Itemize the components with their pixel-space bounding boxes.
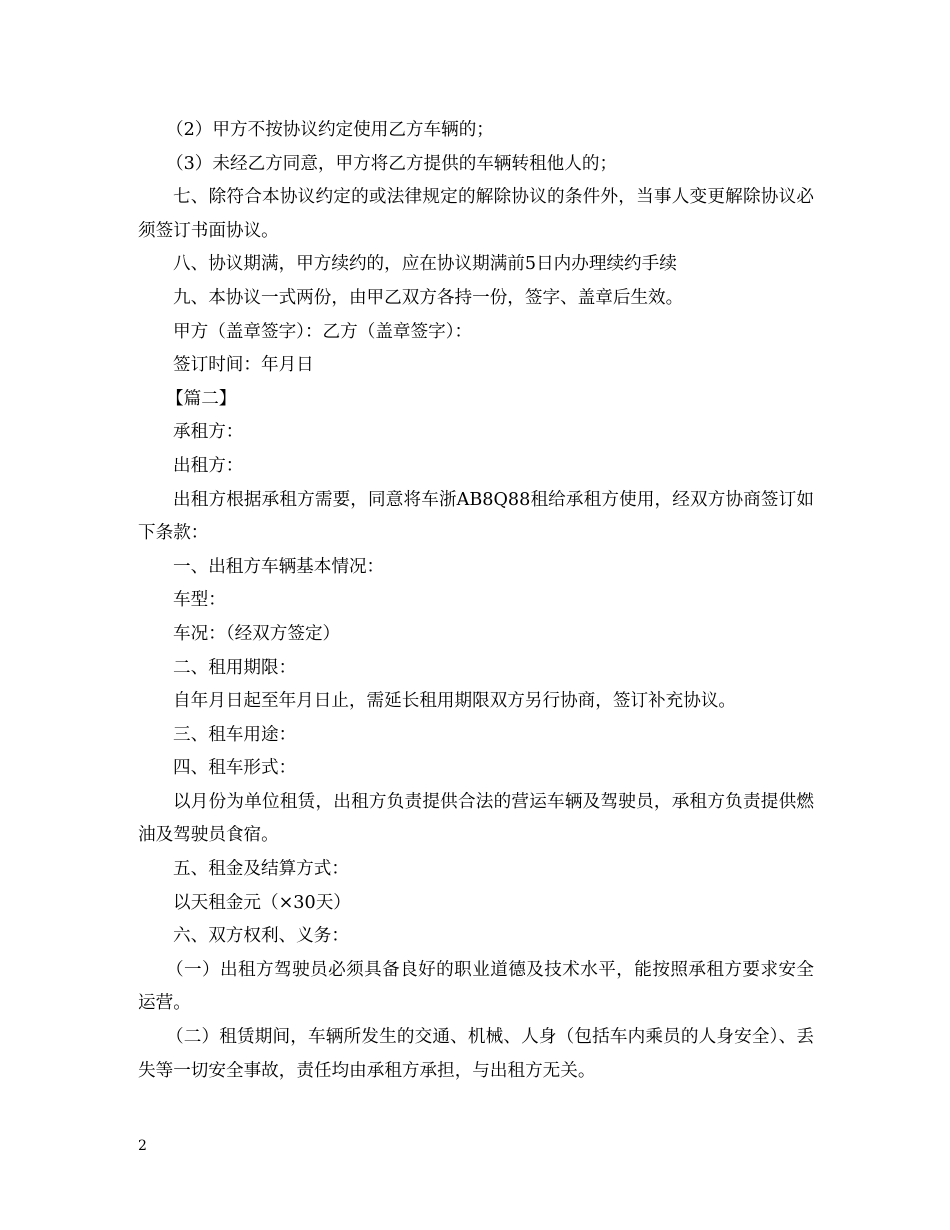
vehicle-condition-field: 车况：（经双方签定）: [173, 623, 341, 644]
signature-line: 甲方（盖章签字）：乙方（盖章签字）：: [173, 321, 473, 342]
lessee-field: 承租方：: [173, 422, 244, 443]
clause-heading: 三、租车用途：: [173, 724, 297, 745]
paragraph: （3）未经乙方同意，甲方将乙方提供的车辆转租他人的；: [166, 153, 618, 174]
signing-date: 签订时间：年月日: [173, 355, 314, 376]
clause-heading: 四、租车形式：: [173, 758, 297, 779]
paragraph: 七、除符合本协议约定的或法律规定的解除协议的条件外，当事人变更解除协议必须签订书面协议。: [138, 187, 814, 241]
paragraph: 自年月日起至年月日止，需延长租用期限双方另行协商，签订补充协议。: [173, 691, 737, 712]
document-body: [138, 114, 814, 1088]
paragraph: 九、本协议一式两份，由甲乙双方各持一份，签字、盖章后生效。: [173, 287, 684, 308]
lessor-field: 出租方：: [173, 455, 244, 476]
vehicle-model-field: 车型：: [173, 590, 226, 611]
section-heading: 【篇二】: [166, 388, 237, 409]
page-number: 2: [138, 1138, 147, 1154]
paragraph: 以月份为单位租赁，出租方负责提供合法的营运车辆及驾驶员，承租方负责提供燃油及驾驶员食宿。: [138, 791, 814, 846]
clause-heading: 二、租用期限：: [173, 657, 297, 678]
clause-heading: 六、双方权利、义务：: [173, 926, 349, 947]
paragraph: （一）出租方驾驶员必须具备良好的职业道德及技术水平，能按照承租方要求安全运营。: [138, 959, 814, 1014]
paragraph: 八、协议期满，甲方续约的，应在协议期满前5日内办理续约手续: [173, 254, 677, 275]
clause-heading: 一、出租方车辆基本情况：: [173, 556, 385, 577]
paragraph: 出租方根据承租方需要，同意将车浙AB8Q88租给承租方使用，经双方协商签订如下条款：: [138, 489, 814, 544]
clause-heading: 五、租金及结算方式：: [173, 859, 349, 880]
paragraph: （2）甲方不按协议约定使用乙方车辆的；: [166, 120, 494, 140]
rent-field: 以天租金元（×30天）: [173, 892, 351, 913]
paragraph: （二）租赁期间，车辆所发生的交通、机械、人身（包括车内乘员的人身安全）、丢失等一切安全事故，责任均由承租方承担，与出租方无关。: [138, 1027, 814, 1081]
